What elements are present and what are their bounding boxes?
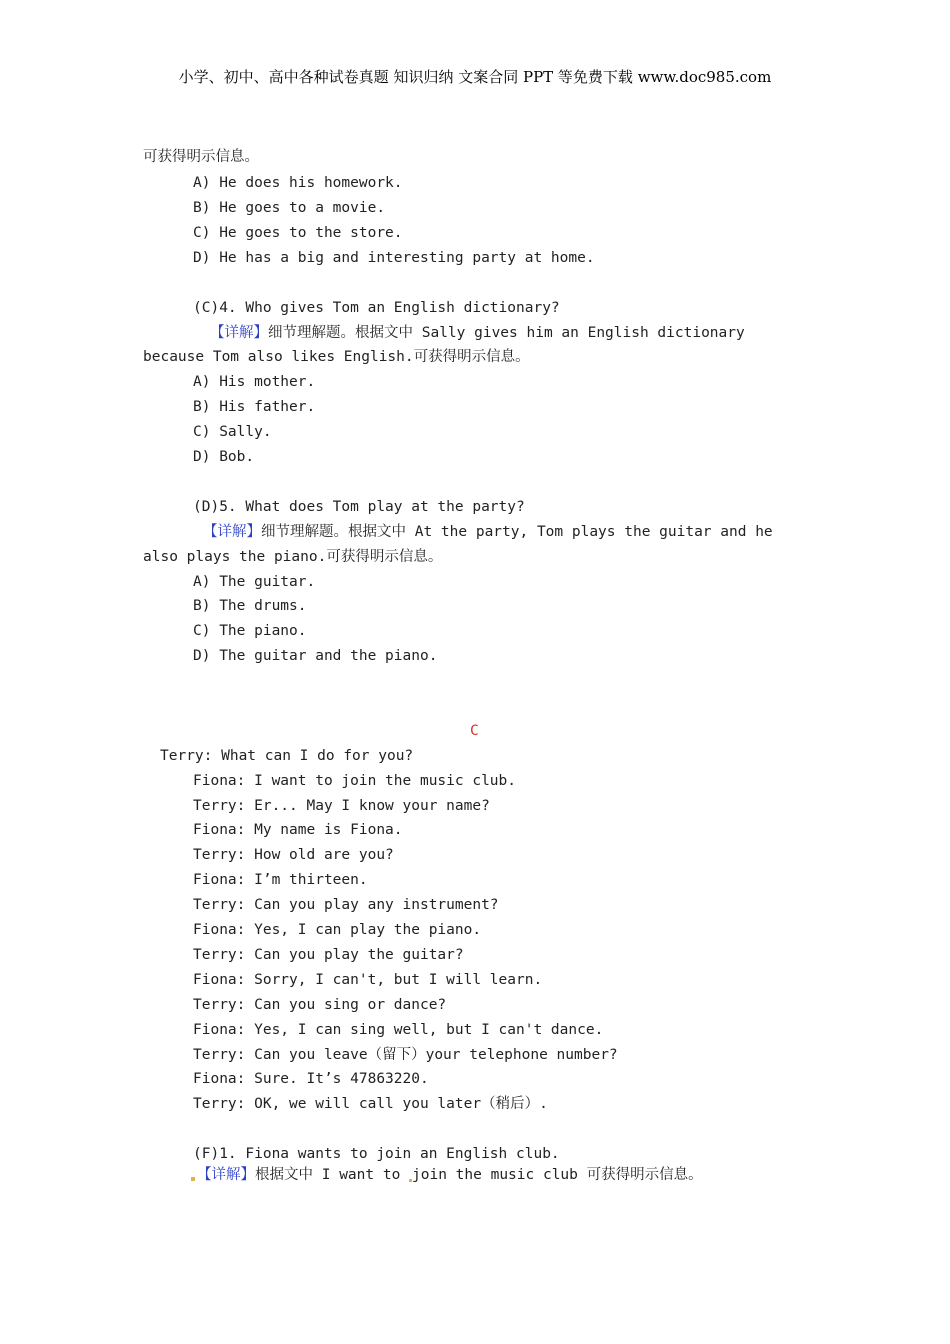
q3-option-b: B) He goes to a movie.: [193, 200, 386, 216]
section-c-title: C: [470, 723, 479, 739]
q5-explanation-tag: 【详解】: [203, 524, 261, 540]
dialogue-line: Fiona: Yes, I can play the piano.: [193, 922, 482, 938]
dialogue-line: Terry: How old are you?: [193, 847, 394, 863]
q4-explanation-line2: because Tom also likes English.可获得明示信息。: [143, 349, 530, 365]
dialogue-line: Terry: OK, we will call you later（稍后）.: [193, 1096, 548, 1112]
q3-explanation-end: 可获得明示信息。: [143, 149, 259, 165]
c1-explanation: [191, 1165, 703, 1185]
q5-option-d: D) The guitar and the piano.: [193, 648, 438, 664]
dialogue-line: Terry: Er... May I know your name?: [193, 798, 490, 814]
dialogue-line: Terry: Can you play the guitar?: [193, 947, 464, 963]
q3-option-d: D) He has a big and interesting party at home.: [193, 250, 595, 266]
q5-option-c: C) The piano.: [193, 623, 307, 639]
q3-option-a: A) He does his homework.: [193, 175, 403, 191]
dialogue-line: Fiona: Yes, I can sing well, but I can't dance.: [193, 1022, 604, 1038]
c1-question: (F)1. Fiona wants to join an English club.: [193, 1146, 560, 1162]
dialogue-line: Terry: Can you leave（留下）your telephone number?: [193, 1047, 618, 1063]
q4-question: (C)4. Who gives Tom an English dictionary?: [193, 300, 560, 316]
dialogue-line: Fiona: Sure. It’s 47863220.: [193, 1071, 429, 1087]
q4-explanation-text: 细节理解题。根据文中 Sally gives him an English dictionary: [268, 325, 745, 341]
q5-option-a: A) The guitar.: [193, 574, 316, 590]
dialogue-line: Fiona: I want to join the music club.: [193, 773, 517, 789]
dialogue-line: Terry: Can you play any instrument?: [193, 897, 499, 913]
c1-explanation-tag: 【详解】: [197, 1167, 255, 1183]
q4-explanation-line1: [210, 323, 745, 343]
c1-explanation-text-a: 根据文中 I want to: [255, 1167, 410, 1183]
dialogue-line: Terry: What can I do for you?: [160, 748, 414, 764]
q4-explanation-tag: 【详解】: [210, 325, 268, 341]
q4-option-c: C) Sally.: [193, 424, 272, 440]
dialogue-line: Fiona: My name is Fiona.: [193, 822, 403, 838]
q5-question: (D)5. What does Tom play at the party?: [193, 499, 525, 515]
edit-mark-icon: [191, 1177, 195, 1181]
q3-option-c: C) He goes to the store.: [193, 225, 403, 241]
q5-option-b: B) The drums.: [193, 598, 307, 614]
q5-explanation-line2: also plays the piano.可获得明示信息。: [143, 549, 443, 565]
q4-option-d: D) Bob.: [193, 449, 255, 465]
q4-option-a: A) His mother.: [193, 374, 316, 390]
q5-explanation-text: 细节理解题。根据文中 At the party, Tom plays the guitar and he: [261, 524, 773, 540]
q4-option-b: B) His father.: [193, 399, 316, 415]
c1-explanation-text-b: join the music club 可获得明示信息。: [412, 1167, 703, 1183]
dialogue-line: Fiona: I’m thirteen.: [193, 872, 368, 888]
q5-explanation-line1: [203, 522, 773, 542]
dialogue-line: Terry: Can you sing or dance?: [193, 997, 447, 1013]
dialogue-line: Fiona: Sorry, I can't, but I will learn.: [193, 972, 543, 988]
page-header: 小学、初中、高中各种试卷真题 知识归纳 文案合同 PPT 等免费下载 www.doc985.com: [178, 68, 772, 86]
